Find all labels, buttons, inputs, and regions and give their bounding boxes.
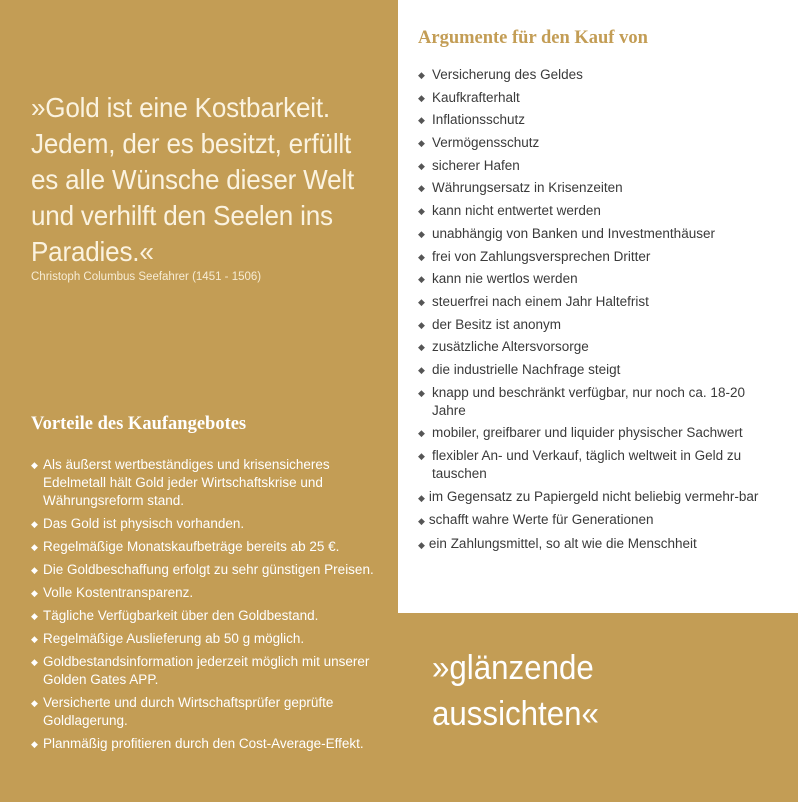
- list-item: ◆ Das Gold ist physisch vorhanden.: [31, 516, 245, 531]
- list-item: ◆ ein Zahlungsmittel, so alt wie die Menschheit: [418, 536, 697, 552]
- list-item: ◆ Versicherung des Geldes: [418, 67, 583, 82]
- list-item: ◆ Versicherte und durch Wirtschaftsprüfer geprüfte Goldlagerung.: [31, 695, 334, 728]
- list-item: ◆ frei von Zahlungsversprechen Dritter: [418, 248, 651, 264]
- list-item: ◆ sicherer Hafen: [418, 157, 520, 173]
- list-item: ◆ Währungsersatz in Krisenzeiten: [418, 180, 623, 196]
- list-item: ◆ Volle Kostentransparenz.: [31, 585, 194, 600]
- diamond-bullet-icon: ◆: [31, 519, 38, 529]
- diamond-bullet-icon: ◆: [418, 342, 425, 353]
- diamond-bullet-icon: ◆: [418, 228, 425, 239]
- list-item: ◆ mobiler, greifbarer und liquider physischer Sachwert: [418, 425, 743, 441]
- diamond-bullet-icon: ◆: [31, 634, 38, 644]
- list-item: ◆ flexibler An- und Verkauf, täglich weltweit in Geld zu tauschen: [418, 448, 742, 481]
- diamond-bullet-icon: ◆: [418, 115, 425, 126]
- diamond-bullet-icon: ◆: [418, 138, 425, 149]
- list-item: ◆ Die Goldbeschaffung erfolgt zu sehr günstigen Preisen.: [31, 562, 374, 577]
- quote-text: »Gold ist eine Kostbarkeit. Jedem, der es besitzt, erfüllt es alle Wünsche dieser Welt und verhilft den Seelen ins Paradies.«: [31, 92, 355, 267]
- list-item: ◆ schafft wahre Werte für Generationen: [418, 512, 654, 528]
- list-item: ◆ knapp und beschränkt verfügbar, nur noch ca. 18-20 Jahre: [418, 384, 745, 418]
- vorteile-heading: Vorteile des Kaufangebotes: [31, 414, 247, 434]
- diamond-bullet-icon: ◆: [418, 516, 425, 527]
- list-item: ◆ unabhängig von Banken und Investmenthäuser: [418, 225, 715, 241]
- diamond-bullet-icon: ◆: [418, 428, 425, 439]
- argumente-panel: [398, 0, 798, 613]
- diamond-bullet-icon: ◆: [418, 319, 425, 330]
- list-item: ◆ steuerfrei nach einem Jahr Haltefrist: [418, 293, 649, 309]
- list-item: ◆ Tägliche Verfügbarkeit über den Goldbestand.: [31, 608, 319, 623]
- diamond-bullet-icon: ◆: [418, 251, 425, 262]
- slogan: »glänzende aussichten«: [432, 649, 599, 733]
- list-item: ◆ Vermögensschutz: [418, 135, 540, 151]
- list-item: ◆ im Gegensatz zu Papiergeld nicht beliebig vermehr-bar: [418, 488, 759, 504]
- list-item: ◆ kann nie wertlos werden: [418, 271, 578, 287]
- diamond-bullet-icon: ◆: [418, 492, 425, 503]
- diamond-bullet-icon: ◆: [418, 364, 425, 375]
- diamond-bullet-icon: ◆: [31, 657, 38, 667]
- diamond-bullet-icon: ◆: [418, 70, 425, 80]
- diamond-bullet-icon: ◆: [31, 588, 38, 598]
- diamond-bullet-icon: ◆: [31, 611, 38, 621]
- list-item: ◆ kann nicht entwertet werden: [418, 203, 601, 219]
- diamond-bullet-icon: ◆: [418, 183, 425, 194]
- list-item: ◆ der Besitz ist anonym: [418, 316, 562, 332]
- list-item: ◆ zusätzliche Altersvorsorge: [418, 339, 589, 355]
- list-item: ◆ Planmäßig profitieren durch den Cost-Average-Effekt.: [31, 736, 364, 751]
- diamond-bullet-icon: ◆: [31, 739, 38, 749]
- diamond-bullet-icon: ◆: [418, 387, 425, 398]
- list-item: ◆ Goldbestandsinformation jederzeit möglich mit unserer Golden Gates APP.: [31, 654, 370, 687]
- argumente-list: [418, 66, 778, 559]
- quote-author: Christoph Columbus Seefahrer (1451 - 1506): [31, 271, 262, 283]
- diamond-bullet-icon: ◆: [418, 206, 425, 217]
- diamond-bullet-icon: ◆: [31, 542, 38, 552]
- vorteile-list: [31, 456, 381, 758]
- list-item: ◆ Regelmäßige Monatskaufbeträge bereits ab 25 €.: [31, 539, 340, 554]
- diamond-bullet-icon: ◆: [31, 460, 38, 470]
- diamond-bullet-icon: ◆: [418, 296, 425, 307]
- diamond-bullet-icon: ◆: [31, 565, 38, 575]
- list-item: ◆ die industrielle Nachfrage steigt: [418, 361, 621, 377]
- diamond-bullet-icon: ◆: [418, 451, 425, 461]
- diamond-bullet-icon: ◆: [418, 274, 425, 285]
- diamond-bullet-icon: ◆: [31, 698, 38, 708]
- diamond-bullet-icon: ◆: [418, 92, 425, 103]
- list-item: ◆ Kaufkrafterhalt: [418, 89, 520, 105]
- diamond-bullet-icon: ◆: [418, 540, 425, 551]
- list-item: ◆ Regelmäßige Auslieferung ab 50 g möglich.: [31, 631, 305, 646]
- argumente-heading: Argumente für den Kauf von: [418, 28, 648, 48]
- list-item: ◆ Inflationsschutz: [418, 112, 526, 128]
- diamond-bullet-icon: ◆: [418, 160, 425, 171]
- list-item: ◆ Als äußerst wertbeständiges und krisensicheres Edelmetall hält Gold jeder Wirtschaftskrise und Währungsreform stand.: [31, 457, 330, 508]
- left-panel: [0, 0, 398, 802]
